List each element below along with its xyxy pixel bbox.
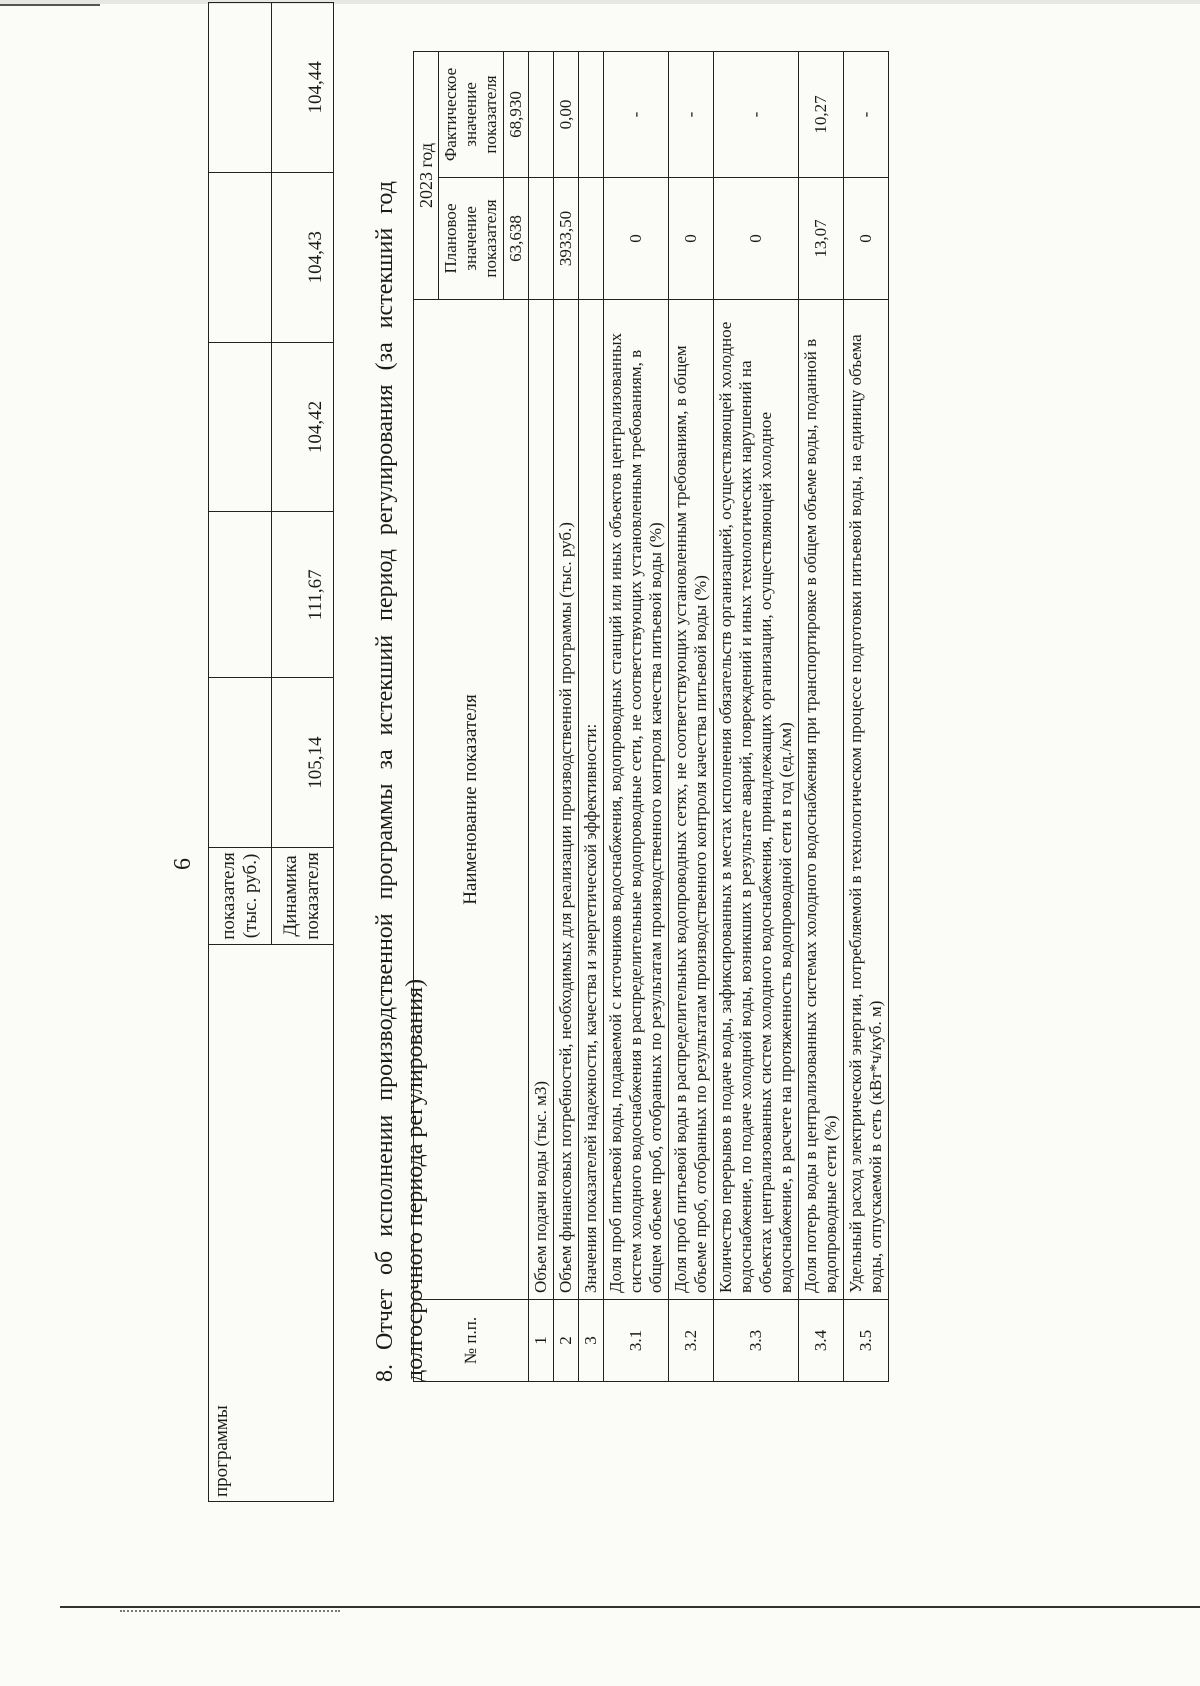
row-no: 3.4 <box>799 1300 844 1382</box>
rotated-page <box>40 0 1140 1640</box>
table-row <box>579 51 604 1381</box>
row-fact: - <box>844 51 889 177</box>
row-fact <box>529 51 554 177</box>
row-plan: 3933,50 <box>554 178 579 300</box>
row-no: 3.2 <box>669 1300 714 1382</box>
row-name: Доля проб питьевой воды в распределительных водопроводных сетях, не соответствующих установленным требованиям, в общем объеме проб, отобранных по результатам производственного контроля качества питьевой воды (%) <box>669 300 714 1300</box>
dynamics-value: 105,14 <box>271 678 334 848</box>
program-report-table <box>413 51 889 1382</box>
row-no: 3.1 <box>604 1300 669 1382</box>
row-fact: 10,27 <box>799 51 844 177</box>
row-name: Значения показателей надежности, качества и энергетической эффективности: <box>579 300 604 1300</box>
extra-fact-value: 68,930 <box>504 51 529 177</box>
row-plan <box>579 178 604 300</box>
dynamics-value: 104,42 <box>271 342 334 512</box>
row-name: Количество перерывов в подаче воды, зафиксированных в местах исполнения обязательств организацией, осуществляющей холодное водоснабжение, по подаче холодной воды, возникших в результате аварий, повреждений и иных технологических нарушений на объектах централизованных систем холодного водоснабжения, принадлежащих организации, осуществляющей холодное водоснабжение, в расчете на протяженность водопроводной сети в год (ед./км) <box>714 300 799 1300</box>
dynamics-value: 111,67 <box>271 512 334 678</box>
row-name: Доля потерь воды в централизованных системах холодного водоснабжения при транспортировке в общем объеме воды, поданной в водопроводные сети (%) <box>799 300 844 1300</box>
row-no: 3.3 <box>714 1300 799 1382</box>
row-name: Объем подачи воды (тыс. м3) <box>529 300 554 1300</box>
header-year: 2023 год <box>414 51 439 299</box>
row-fact: - <box>669 51 714 177</box>
row-fact: 0,00 <box>554 51 579 177</box>
page-number: 6 <box>170 858 196 870</box>
row-name: Удельный расход электрической энергии, потребляемой в технологическом процессе подготовки питьевой воды, на единицу объема воды, отпускаемой в сеть (кВт*ч/куб. м) <box>844 300 889 1300</box>
table-row <box>844 51 889 1381</box>
table-row <box>714 51 799 1381</box>
row-no: 2 <box>554 1300 579 1382</box>
dynamics-value: 104,44 <box>271 3 334 173</box>
indicator-unit-label: показателя (тыс. руб.) <box>209 848 272 945</box>
row-plan: 0 <box>669 178 714 300</box>
program-dynamics-table <box>208 2 334 1502</box>
table-row <box>799 51 844 1381</box>
table-row <box>529 51 554 1381</box>
dynamics-value: 104,43 <box>271 172 334 342</box>
header-fact: Фактическое значение показателя <box>439 51 504 177</box>
row-plan <box>529 178 554 300</box>
header-name: Наименование показателя <box>414 300 529 1300</box>
table-row <box>554 51 579 1381</box>
table-row <box>604 51 669 1381</box>
row-no: 3 <box>579 1300 604 1382</box>
row-name: Объем финансовых потребностей, необходимых для реализации производственной программы (тыс. руб.) <box>554 300 579 1300</box>
table-row <box>669 51 714 1381</box>
header-plan: Плановое значение показателя <box>439 178 504 300</box>
section-title-line1: 8. Отчет об исполнении производственной программы за истекший период регулирования (за истекший год <box>372 181 398 1382</box>
row-fact: - <box>714 51 799 177</box>
row-plan: 0 <box>844 178 889 300</box>
row-no: 1 <box>529 1300 554 1382</box>
section-title-line2: долгосрочного периода регулирования) <box>402 978 428 1382</box>
row-plan: 0 <box>604 178 669 300</box>
row-plan: 13,07 <box>799 178 844 300</box>
row-plan: 0 <box>714 178 799 300</box>
header-no: № п.п. <box>414 1300 529 1382</box>
row-fact <box>579 51 604 177</box>
row-name: Доля проб питьевой воды, подаваемой с источников водоснабжения, водопроводных станций или иных объектов централизованных систем холодного водоснабжения в распределительные водопроводные сети, не соответствующих установленным требованиям, в общем объеме проб, отобранных по результатам производственного контроля качества питьевой воды (%) <box>604 300 669 1300</box>
program-label: программы <box>209 945 334 1502</box>
extra-plan-value: 63,638 <box>504 178 529 300</box>
dynamics-label: Динамика показателя <box>271 848 334 945</box>
row-no: 3.5 <box>844 1300 889 1382</box>
row-fact: - <box>604 51 669 177</box>
